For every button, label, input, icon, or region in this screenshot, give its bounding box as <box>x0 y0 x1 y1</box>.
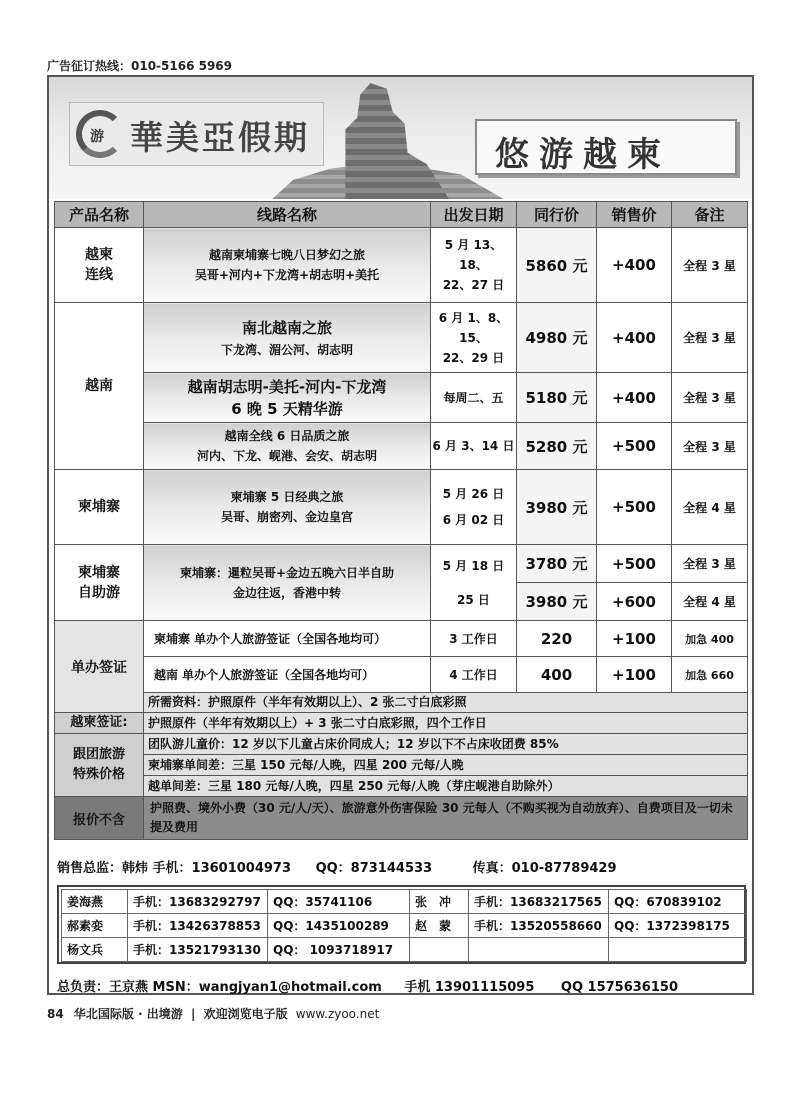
note: 加急 660 <box>672 657 748 693</box>
logo-swirl-icon <box>76 110 124 158</box>
departure-date: 6 月 1、8、15、 22、29 日 <box>431 303 517 373</box>
header-route: 线路名称 <box>144 202 431 228</box>
excluded-text: 护照费、境外小费（30 元/人/天）、旅游意外伤害保险 30 元每人（不购买视为自动放弃）、自费项目及一切未提及费用 <box>144 797 748 840</box>
note: 加急 400 <box>672 621 748 657</box>
route-name: 越南柬埔寨七晚八日梦幻之旅 吴哥+河内+下龙湾+胡志明+美托 <box>144 228 431 303</box>
table-row <box>55 734 748 755</box>
contact-qq: QQ： 1093718917 <box>268 938 410 962</box>
sale-price: +600 <box>597 583 672 621</box>
manager-qq: QQ 1575636150 <box>560 980 678 995</box>
table-row <box>55 621 748 657</box>
contacts-box <box>57 885 746 964</box>
departure-date: 5 月 13、18、 22、27 日 <box>431 228 517 303</box>
manager-line <box>57 976 678 995</box>
trade-price: 3780 元 <box>517 545 597 583</box>
header-trade-price: 同行价 <box>517 202 597 228</box>
trade-price: 5860 元 <box>517 228 597 303</box>
table-row <box>55 545 748 583</box>
banner <box>49 77 752 199</box>
contact-phone: 手机：13520558660 <box>469 914 609 938</box>
price-table <box>54 201 748 840</box>
contact-name: 郝素娈 <box>62 914 128 938</box>
vc-visa-label: 越柬签证: <box>55 713 144 734</box>
table-row <box>55 228 748 303</box>
special-price-text: 越单间差：三星 180 元每/人晚，四星 250 元每/人晚（芽庄岘港自助除外） <box>144 776 748 797</box>
trade-price: 400 <box>517 657 597 693</box>
contact-qq: QQ：1435100289 <box>268 914 410 938</box>
sales-director: 销售总监：韩炜 手机：13601004973 <box>57 861 292 876</box>
trade-price: 3980 元 <box>517 470 597 545</box>
manager-phone: 手机 13901115095 <box>404 980 535 995</box>
excluded-label: 报价不含 <box>55 797 144 840</box>
table-row <box>55 423 748 470</box>
product-name: 单办签证 <box>55 621 144 713</box>
note: 全程 3 星 <box>672 303 748 373</box>
sales-qq: QQ：873144533 <box>315 861 433 876</box>
departure-date-1: 5 月 18 日 <box>442 558 505 573</box>
trade-price: 4980 元 <box>517 303 597 373</box>
table-row <box>55 303 748 373</box>
route-name: 越南 单办个人旅游签证（全国各地均可） <box>144 657 431 693</box>
sale-price: +100 <box>597 657 672 693</box>
table-row <box>55 797 748 840</box>
table-row <box>55 470 748 545</box>
slogan-text: 悠游越柬 <box>495 135 671 175</box>
contact-phone: 手机：13521793130 <box>128 938 268 962</box>
sale-price: +500 <box>597 470 672 545</box>
contact-qq: QQ：670839102 <box>609 890 747 914</box>
header-date: 出发日期 <box>431 202 517 228</box>
sales-fax: 传真：010-87789429 <box>472 861 617 876</box>
route-title: 南北越南之旅 <box>241 318 332 337</box>
table-row <box>62 914 747 938</box>
departure-date: 5 月 26 日 6 月 02 日 <box>431 470 517 545</box>
contact-name <box>410 938 469 962</box>
page-frame <box>47 75 754 995</box>
contact-phone: 手机：13426378853 <box>128 914 268 938</box>
note: 全程 4 星 <box>672 583 748 621</box>
header-note: 备注 <box>672 202 748 228</box>
table-row <box>62 938 747 962</box>
departure-date: 3 工作日 <box>431 621 517 657</box>
table-row <box>55 373 748 423</box>
route-name: 柬埔寨：暹粒吴哥+金边五晚六日半自助 金边往返，香港中转 <box>144 545 431 621</box>
table-row <box>62 890 747 914</box>
departure-date: 6 月 3、14 日 <box>431 423 517 470</box>
departure-date: 4 工作日 <box>431 657 517 693</box>
contact-qq: QQ：1372398175 <box>609 914 747 938</box>
vc-visa-text: 护照原件（半年有效期以上）+ 3 张二寸白底彩照，四个工作日 <box>144 713 748 734</box>
note: 全程 3 星 <box>672 423 748 470</box>
departure-date <box>431 545 517 621</box>
product-name: 越南 <box>55 303 144 470</box>
logo-mark: 游 <box>90 129 104 145</box>
departure-date: 每周二、五 <box>431 373 517 423</box>
route-name <box>144 303 431 373</box>
footer-invite: 欢迎浏览电子版 <box>203 1007 288 1021</box>
manager-name: 总负责：王京燕 MSN：wangjyan1@hotmail.com <box>57 980 382 995</box>
contact-name: 赵 蒙 <box>410 914 469 938</box>
trade-price: 220 <box>517 621 597 657</box>
route-subtitle: 下龙湾、湄公河、胡志明 <box>220 342 353 357</box>
publication-name: 华北国际版 · 出境游 <box>73 1007 183 1021</box>
page-number: 84 <box>47 1007 64 1021</box>
note: 全程 3 星 <box>672 228 748 303</box>
contact-phone <box>469 938 609 962</box>
trade-price: 5280 元 <box>517 423 597 470</box>
route-name: 柬埔寨 单办个人旅游签证（全国各地均可） <box>144 621 431 657</box>
page-footer <box>47 1005 379 1022</box>
footer-separator: | <box>191 1007 196 1021</box>
special-price-text: 团队游儿童价：12 岁以下儿童占床价同成人；12 岁以下不占床收团费 85% <box>144 734 748 755</box>
table-row <box>55 755 748 776</box>
route-name: 越南全线 6 日品质之旅 河内、下龙、岘港、会安、胡志明 <box>144 423 431 470</box>
table-row <box>55 657 748 693</box>
brand-logo <box>69 102 324 166</box>
visa-docs: 所需资料：护照原件（半年有效期以上）、2 张二寸白底彩照 <box>144 693 748 713</box>
contact-name: 杨文兵 <box>62 938 128 962</box>
sales-line <box>57 857 623 876</box>
note: 全程 4 星 <box>672 470 748 545</box>
slogan-box <box>475 119 737 175</box>
ad-hotline: 广告征订热线：010-5166 5969 <box>47 59 233 73</box>
contact-qq: QQ：35741106 <box>268 890 410 914</box>
sale-price: +400 <box>597 373 672 423</box>
sale-price: +100 <box>597 621 672 657</box>
contact-name: 张 冲 <box>410 890 469 914</box>
special-price-label: 跟团旅游 特殊价格 <box>55 734 144 797</box>
contact-phone: 手机：13683217565 <box>469 890 609 914</box>
sale-price: +500 <box>597 423 672 470</box>
departure-date-2: 25 日 <box>457 592 490 607</box>
brand-name: 華美亞假期 <box>130 118 310 157</box>
trade-price: 5180 元 <box>517 373 597 423</box>
table-row <box>55 713 748 734</box>
sale-price: +500 <box>597 545 672 583</box>
contact-phone: 手机：13683292797 <box>128 890 268 914</box>
sale-price: +400 <box>597 303 672 373</box>
table-row <box>55 776 748 797</box>
website-link[interactable]: www.zyoo.net <box>295 1007 380 1021</box>
trade-price: 3980 元 <box>517 583 597 621</box>
contact-qq <box>609 938 747 962</box>
table-header-row <box>55 202 748 228</box>
contacts-table <box>61 889 747 962</box>
route-name: 越南胡志明-美托-河内-下龙湾 6 晚 5 天精华游 <box>144 373 431 423</box>
note: 全程 3 星 <box>672 545 748 583</box>
product-name: 柬埔寨 <box>55 470 144 545</box>
route-name: 柬埔寨 5 日经典之旅 吴哥、崩密列、金边皇宫 <box>144 470 431 545</box>
note: 全程 3 星 <box>672 373 748 423</box>
product-name: 柬埔寨 自助游 <box>55 545 144 621</box>
special-price-text: 柬埔寨单间差：三星 150 元每/人晚，四星 200 元每/人晚 <box>144 755 748 776</box>
header-sale-price: 销售价 <box>597 202 672 228</box>
header-product: 产品名称 <box>55 202 144 228</box>
contact-name: 姜海燕 <box>62 890 128 914</box>
table-row <box>55 693 748 713</box>
product-name: 越柬 连线 <box>55 228 144 303</box>
sale-price: +400 <box>597 228 672 303</box>
